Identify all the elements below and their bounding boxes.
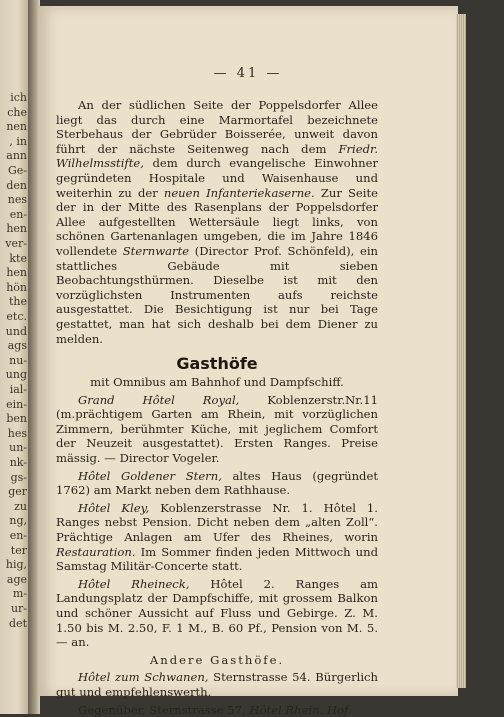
facing-page-fragment: ger — [8, 485, 27, 499]
facing-page-fragment: ver- — [5, 237, 27, 250]
text-run: altes Haus (gegründet 1762) am Markt neben dem Rathhause. — [56, 468, 378, 498]
italic-run: neuen Infanteriekaserne. — [163, 185, 315, 200]
facing-page-fragment: ann — [6, 149, 27, 163]
text-run: Gegenüber, Sternstrasse 57, — [78, 702, 250, 717]
facing-page-fragment: nu- — [9, 353, 27, 367]
hotel-entry — [56, 501, 378, 574]
facing-page-fragment: ng, — [9, 514, 27, 528]
other-hotel-entry — [56, 703, 378, 717]
book-page — [38, 6, 458, 717]
facing-page-fragment: nes — [7, 193, 27, 207]
other-hotel-entry — [56, 670, 378, 699]
facing-page-fragment: Ge- — [7, 164, 27, 177]
italic-run: Friedr. Wilhelmsstifte, — [56, 141, 378, 171]
italic-run: Hôtel zum Schwanen, — [78, 670, 209, 685]
facing-page-fragment: ung — [5, 368, 27, 382]
facing-page-fragment: und — [5, 324, 27, 338]
facing-page-fragment: ich — [10, 91, 27, 104]
text-run: Hôtel 2. Ranges am Landungsplatz der Dampfschiffe, mit grossem Balkon und schöner Aussicht auf Fluss und Gebirge. Z. M. 1.50 bis M. 2.50, F. 1 M., B. 60 Pf., Pension von M. 5.— an. — [56, 576, 378, 650]
text-run: Koblenzerstrasse Nr. 1. Hôtel 1. Ranges nebst Pension. Dicht neben dem „alten Zoll“. Prächtige Anlagen am Ufer des Rheines, worin — [56, 500, 378, 545]
italic-run: Hôtel Rheineck, — [78, 576, 190, 591]
facing-page-fragment: ter — [10, 543, 27, 557]
italic-run: Grand Hôtel Royal, — [78, 392, 240, 407]
facing-page-fragment: age — [6, 572, 27, 586]
facing-page-fragment: en- — [9, 529, 27, 542]
facing-page-fragment: hön — [6, 280, 27, 294]
facing-page-fragment: the — [8, 295, 27, 309]
hotel-entry — [56, 393, 378, 466]
intro-paragraph — [56, 98, 378, 346]
text-run: (Director Prof. Schönfeld), ein stattliches Gebäude mit sieben Beobachtungsthürmen. Dieselbe ist mit den vorzüglichsten Instrumenten aufs reichste ausgestattet. Die Besichtigung ist nur bei Tage gestattet, man hat sich deshalb bei dem Diener zu melden. — [56, 243, 379, 346]
facing-page-fragment: den — [6, 178, 27, 192]
page-body — [56, 98, 378, 717]
italic-run: Sternwarte — [122, 243, 190, 258]
text-run: Im Sommer finden jeden Mittwoch und Samstag Militär-Concerte statt. — [56, 544, 378, 574]
facing-page-fragment: det — [9, 616, 27, 630]
facing-page-fragment: en- — [9, 207, 27, 221]
text-run: Zur Seite der in der Mitte des Rasenplans der Poppelsdorfer Allee aufgestellten Wettersäule liegt links, von schönen Gartenanlagen umgeben, die im Jahre 1846 vollendete — [56, 185, 379, 258]
page-number: — 41 — — [213, 66, 283, 81]
section-subheading: mit Omnibus am Bahnhof und Dampfschiff. — [90, 375, 344, 390]
text-run: An der südlichen Seite der Poppelsdorfer Allee liegt das durch eine Marmortafel bezeichnete Sterbehaus der Gebrüder Boisserée, unweit davon führt der nächste Seitenweg nach dem — [56, 98, 378, 156]
facing-page-fragment: hes — [7, 426, 27, 440]
facing-page-fragment: etc. — [6, 310, 27, 323]
facing-page-fragment: un- — [9, 441, 27, 455]
facing-page-fragment: kte — [9, 251, 27, 265]
facing-page-fragment: che — [7, 105, 27, 119]
facing-page-fragment: gs- — [10, 470, 27, 484]
facing-page-fragment: hig, — [5, 558, 27, 572]
facing-page-fragment: hen — [6, 222, 27, 236]
text-run: dem durch evangelische Einwohner gegründeten Hospitale und Waisenhause und weiterhin zu der — [56, 156, 378, 200]
page-edges — [456, 14, 466, 688]
hotel-entry — [56, 469, 378, 498]
italic-run: Hôtel Rhein. Hof. — [249, 702, 352, 717]
italic-run: Hôtel Kley, — [78, 500, 150, 515]
text-run: Sternstrasse 54. Bürgerlich gut und empfehlenswerth. — [56, 670, 378, 699]
facing-page-fragment: ags — [7, 339, 27, 353]
section-heading: Gasthöfe — [176, 354, 258, 374]
facing-page-fragment: ial- — [9, 383, 27, 396]
facing-page-fragment: nk- — [9, 456, 27, 469]
facing-page-fragment: zu — [14, 499, 27, 513]
facing-page-fragment: hen — [6, 266, 27, 280]
facing-page-fragment: , in — [9, 134, 27, 148]
italic-run: Hôtel Goldener Stern, — [78, 468, 222, 483]
facing-page-fragment: ein- — [6, 397, 27, 411]
facing-page-fragment: nen — [6, 120, 27, 134]
facing-page-fragment: m- — [12, 587, 27, 601]
facing-page-fragment: ben — [6, 412, 27, 426]
italic-run: Restauration. — [56, 544, 136, 559]
text-run: Koblenzerstr.Nr.11 (m.prächtigem Garten am Rhein, mit vorzüglichen Zimmern, berühmter Küche, mit jeglichem Comfort der Neuzeit ausgestattet). Ersten Ranges. Preise mässig. — Director Vogeler. — [56, 392, 379, 466]
facing-page-edge — [0, 0, 30, 714]
facing-page-fragment: ur- — [10, 602, 27, 615]
other-hotels-heading: Andere Gasthöfe. — [149, 652, 285, 667]
hotel-entry — [56, 577, 378, 650]
